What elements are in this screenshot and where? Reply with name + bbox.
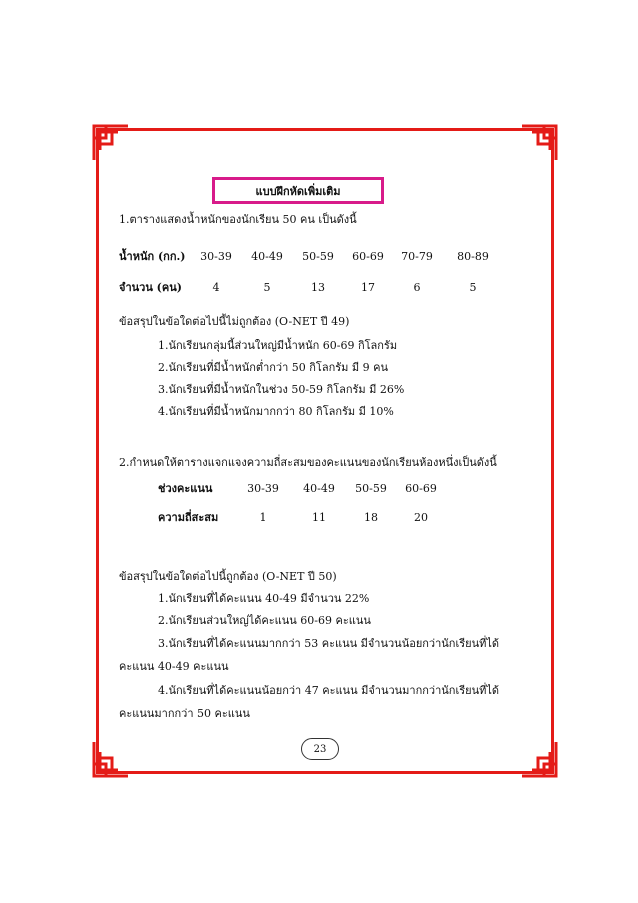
q2-choice-continued: คะแนนมากกว่า 50 คะแนน xyxy=(119,707,250,720)
q2-choice-continued: คะแนน 40-49 คะแนน xyxy=(119,660,229,673)
corner-ornament-bottom-right xyxy=(520,740,558,778)
q1-choice: 3.นักเรียนที่มีน้ำหนักในช่วง 50-59 กิโลกรัม มี 26% xyxy=(158,383,405,396)
q2-row2-value: 1 xyxy=(259,511,267,524)
q2-row1-value: 30-39 xyxy=(247,482,279,495)
q2-row1-value: 50-59 xyxy=(355,482,387,495)
q2-choice: 2.นักเรียนส่วนใหญ่ได้คะแนน 60-69 คะแนน xyxy=(158,614,371,627)
q2-row2-value: 11 xyxy=(312,511,326,524)
page-title: แบบฝึกหัดเพิ่มเติม xyxy=(212,177,384,204)
q1-row2-value: 13 xyxy=(311,281,325,294)
q1-question: ข้อสรุปในข้อใดต่อไปนี้ไม่ถูกต้อง (O-NET ปี 49) xyxy=(119,315,350,328)
q1-choice: 1.นักเรียนกลุ่มนี้ส่วนใหญ่มีน้ำหนัก 60-69 กิโลกรัม xyxy=(158,339,398,352)
q1-row2-value: 5 xyxy=(469,281,477,294)
q1-row1-value: 30-39 xyxy=(200,250,232,263)
q1-row1-value: 70-79 xyxy=(401,250,433,263)
q2-choice: 3.นักเรียนที่ได้คะแนนมากกว่า 53 คะแนน มีจำนวนน้อยกว่านักเรียนที่ได้ xyxy=(158,637,500,650)
q1-choice: 2.นักเรียนที่มีน้ำหนักต่ำกว่า 50 กิโลกรัม มี 9 คน xyxy=(158,361,389,374)
q1-row1-value: 80-89 xyxy=(457,250,489,263)
q1-prompt: 1.ตารางแสดงน้ำหนักของนักเรียน 50 คน เป็นดังนี้ xyxy=(119,213,357,226)
q1-row1-label: น้ำหนัก (กก.) xyxy=(119,250,186,263)
q1-row1-value: 50-59 xyxy=(302,250,334,263)
q2-row2-value: 20 xyxy=(414,511,428,524)
q1-row2-value: 5 xyxy=(263,281,271,294)
q2-row1-value: 40-49 xyxy=(303,482,335,495)
corner-ornament-top-left xyxy=(92,124,130,162)
q2-choice: 1.นักเรียนที่ได้คะแนน 40-49 มีจำนวน 22% xyxy=(158,592,370,605)
q2-row2-value: 18 xyxy=(364,511,378,524)
q2-prompt: 2.กำหนดให้ตารางแจกแจงความถี่สะสมของคะแนนของนักเรียนห้องหนึ่งเป็นดังนี้ xyxy=(119,456,497,469)
q2-question: ข้อสรุปในข้อใดต่อไปนี้ถูกต้อง (O-NET ปี 50) xyxy=(119,570,337,583)
page-number: 23 xyxy=(301,738,339,760)
q2-row1-label: ช่วงคะแนน xyxy=(158,482,213,495)
q1-row2-value: 17 xyxy=(361,281,375,294)
q1-row1-value: 60-69 xyxy=(352,250,384,263)
corner-ornament-bottom-left xyxy=(92,740,130,778)
q1-row2-value: 6 xyxy=(413,281,421,294)
corner-ornament-top-right xyxy=(520,124,558,162)
q2-row2-label: ความถี่สะสม xyxy=(158,511,219,524)
q1-row2-value: 4 xyxy=(212,281,220,294)
q2-choice: 4.นักเรียนที่ได้คะแนนน้อยกว่า 47 คะแนน มีจำนวนมากกว่านักเรียนที่ได้ xyxy=(158,684,500,697)
q1-row1-value: 40-49 xyxy=(251,250,283,263)
q1-choice: 4.นักเรียนที่มีน้ำหนักมากกว่า 80 กิโลกรัม มี 10% xyxy=(158,405,394,418)
q1-row2-label: จำนวน (คน) xyxy=(119,281,182,294)
q2-row1-value: 60-69 xyxy=(405,482,437,495)
